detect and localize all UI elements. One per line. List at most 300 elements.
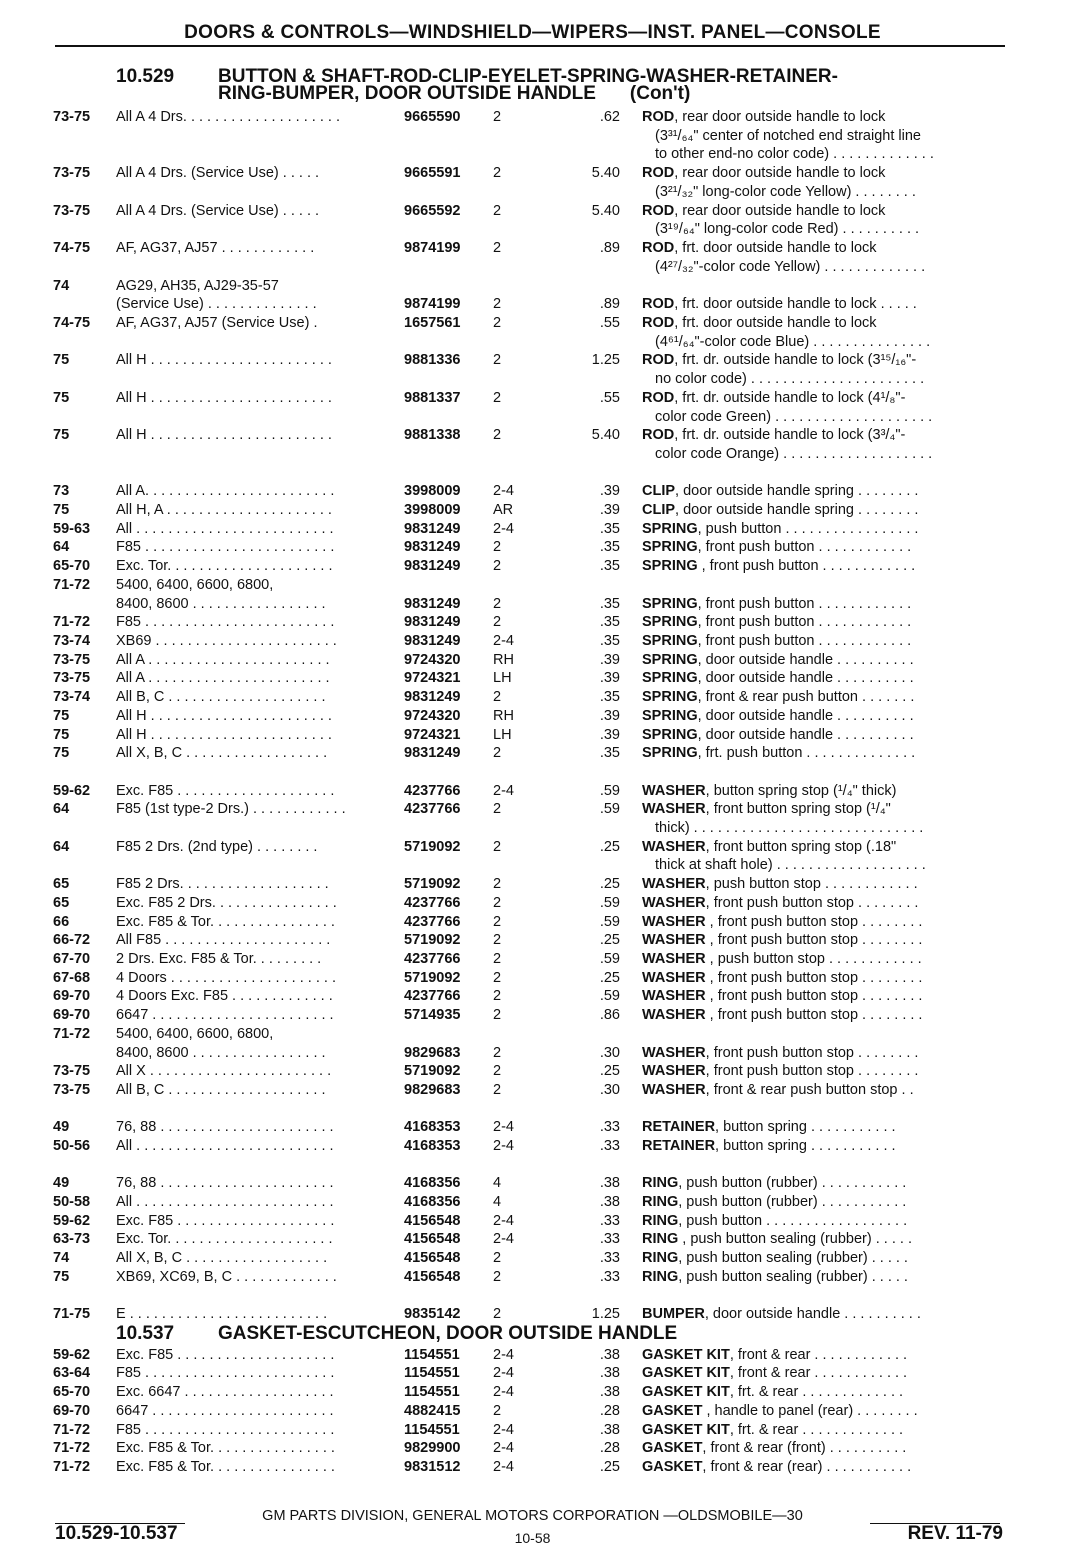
quantity: 2: [493, 932, 502, 949]
quantity: 2-4: [493, 1440, 514, 1457]
application: All A 4 Drs. (Service Use) . . . . .: [116, 165, 320, 182]
year-range: 64: [53, 838, 70, 855]
part-name: SPRING: [642, 707, 698, 724]
description: [642, 1383, 1004, 1401]
part-number: 9724320: [404, 707, 461, 724]
part-row-continuation: [0, 183, 1065, 201]
quantity: RH: [493, 651, 514, 668]
application: 4 Doors . . . . . . . . . . . . . . . . . . . . .: [116, 969, 336, 986]
description: [642, 1081, 1004, 1099]
year-range: 74: [53, 277, 70, 294]
year-range: 69-70: [53, 1007, 91, 1024]
price: .89: [599, 240, 620, 256]
description: [642, 314, 1004, 332]
description: [642, 164, 1004, 182]
description: [642, 613, 1004, 631]
application: 5400, 6400, 6600, 6800,: [116, 1025, 274, 1042]
quantity: 2: [493, 1082, 502, 1098]
section-title: GASKET-ESCUTCHEON, DOOR OUTSIDE HANDLE: [218, 1322, 678, 1344]
description: [642, 1174, 1004, 1192]
part-row-continuation: [0, 445, 1065, 463]
application: E . . . . . . . . . . . . . . . . . . . . . . . . .: [116, 1306, 328, 1322]
part-description: , push button sealing (rubber) . . . . .: [678, 1250, 908, 1266]
description: [642, 800, 1004, 818]
part-description: , front button spring stop (¹/₄": [705, 801, 891, 818]
quantity: 2: [493, 951, 502, 967]
part-row-continuation: [0, 819, 1065, 837]
quantity: 2-4: [493, 1119, 514, 1136]
part-name: ROD: [642, 389, 675, 406]
year-range: 75: [53, 726, 70, 743]
description: [642, 1230, 1004, 1248]
year-range: 75: [53, 427, 70, 444]
quantity: 2: [493, 427, 502, 444]
part-row: [0, 1062, 1065, 1080]
part-description: , rear door outside handle to lock: [674, 165, 886, 182]
quantity: 2: [493, 240, 502, 256]
part-name: GASKET KIT: [642, 1346, 730, 1363]
description: [642, 931, 1004, 949]
year-range: 65: [53, 894, 70, 911]
part-name: SPRING: [642, 689, 698, 706]
part-description: thick) . . . . . . . . . . . . . . . . . . . . . . . . . . . . .: [655, 819, 924, 836]
description: [642, 1402, 1004, 1420]
price: .35: [599, 520, 620, 537]
part-name: ROD: [642, 202, 675, 219]
part-name: RING: [642, 1250, 679, 1266]
application: 6647 . . . . . . . . . . . . . . . . . . . . . . .: [116, 1402, 334, 1419]
price: .35: [599, 632, 620, 649]
page-header: DOORS & CONTROLS—WINDSHIELD—WIPERS—INST. PANEL—CONSOLE: [184, 22, 881, 43]
part-number: 9831249: [404, 595, 461, 612]
year-range: 71-72: [53, 576, 91, 593]
part-row: [0, 351, 1065, 369]
price: .33: [599, 1137, 620, 1154]
section-heading: [116, 68, 838, 102]
part-name: SPRING: [642, 745, 698, 762]
part-row: [0, 1346, 1065, 1364]
year-range: 50-58: [53, 1193, 91, 1210]
price: .39: [599, 651, 620, 668]
part-name: SPRING: [642, 595, 698, 612]
price: 5.40: [591, 202, 620, 219]
quantity: 2: [493, 838, 502, 855]
description: [642, 707, 1004, 725]
year-range: 64: [53, 539, 70, 556]
part-row: [0, 1230, 1065, 1248]
application: F85 . . . . . . . . . . . . . . . . . . . . . . . .: [116, 539, 335, 556]
part-number: 4156548: [404, 1231, 461, 1248]
part-name: SPRING: [642, 539, 698, 556]
price: .38: [599, 1365, 620, 1382]
application: All A . . . . . . . . . . . . . . . . . . . . . . .: [116, 670, 330, 687]
year-range: 73-75: [53, 165, 91, 182]
application: Exc. 6647 . . . . . . . . . . . . . . . . . . .: [116, 1384, 334, 1401]
price: 5.40: [591, 427, 620, 444]
year-range: 66-72: [53, 932, 91, 949]
application: All F85 . . . . . . . . . . . . . . . . . . . . .: [116, 932, 331, 949]
part-description: , front & rear . . . . . . . . . . . .: [729, 1346, 908, 1363]
part-description: , push button stop . . . . . . . . . . . .: [705, 951, 922, 967]
price: .39: [599, 707, 620, 724]
quantity: 2-4: [493, 520, 514, 537]
quantity: 2: [493, 1044, 502, 1061]
price: .25: [599, 969, 620, 986]
part-description: , front & rear . . . . . . . . . . . .: [729, 1365, 908, 1382]
price: .59: [599, 801, 620, 818]
part-name: BUMPER: [642, 1306, 705, 1322]
price: .35: [599, 745, 620, 762]
application: AF, AG37, AJ57 (Service Use) .: [116, 314, 318, 331]
year-range: 71-72: [53, 1421, 91, 1438]
quantity: 2: [493, 894, 502, 911]
price: .30: [599, 1082, 620, 1098]
application: Exc. F85 & Tor. . . . . . . . . . . . . . . .: [116, 913, 335, 930]
part-row-continuation: [0, 277, 1065, 295]
section-number: 10.529: [116, 66, 175, 87]
part-number: 9881337: [404, 389, 461, 406]
part-number: 5714935: [404, 1007, 461, 1024]
part-description: , button spring . . . . . . . . . . .: [715, 1137, 896, 1154]
quantity: 2: [493, 1402, 502, 1419]
part-row: [0, 538, 1065, 556]
description: [642, 1193, 1004, 1211]
part-row: [0, 389, 1065, 407]
part-row: [0, 875, 1065, 893]
price: .55: [599, 314, 620, 331]
quantity: 2: [493, 1306, 502, 1322]
description: [642, 1364, 1004, 1382]
part-description: , front push button . . . . . . . . . . . .: [697, 539, 912, 556]
price: .33: [599, 1268, 620, 1285]
description: [642, 969, 1004, 987]
quantity: 2-4: [493, 1365, 514, 1382]
year-range: 73-75: [53, 670, 91, 687]
description: [642, 1268, 1004, 1286]
part-description: , front push button stop . . . . . . . .: [705, 932, 923, 949]
year-range: 67-70: [53, 951, 91, 967]
description: [642, 1421, 1004, 1439]
part-number: 9829683: [404, 1044, 461, 1061]
part-number: 9831249: [404, 745, 461, 762]
part-row: [0, 1439, 1065, 1457]
application: All X . . . . . . . . . . . . . . . . . . . . . . .: [116, 1063, 332, 1080]
part-description: (3¹⁹/₆₄" long-color code Red) . . . . . . . . . .: [655, 221, 920, 238]
quantity: 4: [493, 1175, 502, 1192]
quantity: 2: [493, 1268, 502, 1285]
price: 1.25: [591, 1306, 620, 1322]
part-name: SPRING: [642, 558, 698, 575]
part-description: , frt. dr. outside handle to lock (3¹⁵/₁₆"-: [674, 352, 917, 369]
description: [655, 145, 1017, 163]
part-name: WASHER: [642, 782, 706, 799]
part-name: ROD: [642, 109, 675, 125]
part-row: [0, 595, 1065, 613]
part-number: 1154551: [404, 1346, 460, 1363]
part-row-continuation: [0, 408, 1065, 426]
part-number: 4237766: [404, 913, 461, 930]
part-row: [0, 1174, 1065, 1192]
quantity: 2-4: [493, 782, 514, 799]
part-row: [0, 838, 1065, 856]
application: All H . . . . . . . . . . . . . . . . . . . . . . .: [116, 427, 332, 444]
price: .25: [599, 838, 620, 855]
part-description: , front & rear (rear) . . . . . . . . . . .: [702, 1459, 912, 1475]
application: (Service Use) . . . . . . . . . . . . . .: [116, 296, 317, 313]
application: All A . . . . . . . . . . . . . . . . . . . . . . .: [116, 651, 330, 668]
part-number: 9665592: [404, 202, 461, 219]
application: All A 4 Drs. . . . . . . . . . . . . . . . . . . .: [116, 109, 340, 125]
part-description: , door outside handle . . . . . . . . . .: [697, 707, 914, 724]
quantity: AR: [493, 501, 514, 518]
part-name: SPRING: [642, 632, 698, 649]
part-description: , front button spring stop (.18": [705, 838, 897, 855]
part-name: SPRING: [642, 614, 698, 631]
part-row-continuation: [0, 127, 1065, 145]
part-name: WASHER: [642, 913, 706, 930]
part-name: ROD: [642, 165, 675, 182]
part-name: ROD: [642, 240, 675, 256]
price: .59: [599, 951, 620, 967]
year-range: 75: [53, 707, 70, 724]
year-range: 65: [53, 876, 70, 893]
part-number: 3998009: [404, 483, 461, 500]
part-description: , front & rear push button stop . .: [705, 1082, 914, 1098]
part-number: 9831249: [404, 632, 461, 649]
quantity: LH: [493, 670, 512, 687]
description: [642, 632, 1004, 650]
year-range: 63-73: [53, 1231, 91, 1248]
part-description: , push button sealing (rubber) . . . . .: [678, 1231, 912, 1248]
part-name: RING: [642, 1231, 679, 1248]
part-description: , front push button . . . . . . . . . . . .: [697, 632, 912, 649]
part-description: , front push button stop . . . . . . . .: [705, 988, 923, 1005]
quantity: 2: [493, 558, 502, 575]
quantity: 2-4: [493, 1384, 514, 1401]
price: .25: [599, 932, 620, 949]
price: .62: [599, 109, 620, 125]
part-description: , front push button . . . . . . . . . . . .: [697, 614, 912, 631]
part-number: 9831249: [404, 539, 461, 556]
price: .59: [599, 782, 620, 799]
year-range: 49: [53, 1119, 70, 1136]
part-name: ROD: [642, 296, 675, 313]
description: [642, 894, 1004, 912]
quantity: 2: [493, 1063, 502, 1080]
part-name: RING: [642, 1212, 679, 1229]
quantity: 2: [493, 389, 502, 406]
quantity: 2: [493, 1250, 502, 1266]
price: .35: [599, 614, 620, 631]
price: .30: [599, 1044, 620, 1061]
application: XB69, XC69, B, C . . . . . . . . . . . . .: [116, 1268, 337, 1285]
part-row: [0, 501, 1065, 519]
year-range: 73-75: [53, 202, 91, 219]
part-row: [0, 669, 1065, 687]
year-range: 69-70: [53, 1402, 91, 1419]
price: .28: [599, 1402, 620, 1419]
part-description: , push button (rubber) . . . . . . . . . . .: [678, 1193, 907, 1210]
part-row: [0, 651, 1065, 669]
part-number: 4156548: [404, 1212, 461, 1229]
part-description: , push button (rubber) . . . . . . . . . . .: [678, 1175, 907, 1192]
year-range: 73-75: [53, 1082, 91, 1098]
description: [642, 389, 1004, 407]
year-range: 73: [53, 483, 70, 500]
part-name: WASHER: [642, 1082, 706, 1098]
application: 8400, 8600 . . . . . . . . . . . . . . . . .: [116, 1044, 326, 1061]
description: [655, 408, 1017, 426]
quantity: 2: [493, 614, 502, 631]
quantity: RH: [493, 707, 514, 724]
part-number: 5719092: [404, 838, 461, 855]
part-number: 9874199: [404, 296, 461, 313]
footer-section-range: 10.529-10.537: [55, 1523, 178, 1544]
part-number: 3998009: [404, 501, 461, 518]
description: [642, 1118, 1004, 1136]
part-row-continuation: [0, 220, 1065, 238]
part-description: , door outside handle spring . . . . . . . .: [675, 483, 919, 500]
description: [642, 501, 1004, 519]
application: All . . . . . . . . . . . . . . . . . . . . . . . . .: [116, 1137, 334, 1154]
application: F85 . . . . . . . . . . . . . . . . . . . . . . . .: [116, 1365, 335, 1382]
part-row: [0, 1118, 1065, 1136]
part-name: SPRING: [642, 651, 698, 668]
quantity: 2: [493, 165, 502, 182]
part-name: RETAINER: [642, 1119, 716, 1136]
description: [642, 557, 1004, 575]
quantity: 2-4: [493, 1137, 514, 1154]
application: All H . . . . . . . . . . . . . . . . . . . . . . .: [116, 352, 332, 369]
part-row-continuation: [0, 856, 1065, 874]
part-row: [0, 1364, 1065, 1382]
price: .39: [599, 726, 620, 743]
part-number: 9665590: [404, 109, 461, 125]
part-description: , frt. & rear . . . . . . . . . . . . .: [729, 1384, 904, 1401]
part-description: , frt. door outside handle to lock: [674, 314, 877, 331]
part-name: WASHER: [642, 801, 706, 818]
year-range: 71-72: [53, 1025, 91, 1042]
part-row: [0, 520, 1065, 538]
year-range: 67-68: [53, 969, 91, 986]
year-range: 75: [53, 745, 70, 762]
price: .25: [599, 1459, 620, 1475]
application: All B, C . . . . . . . . . . . . . . . . . . . .: [116, 689, 326, 706]
year-range: 73-75: [53, 1063, 91, 1080]
part-name: SPRING: [642, 670, 698, 687]
application: F85 (1st type-2 Drs.) . . . . . . . . . . . .: [116, 801, 346, 818]
part-name: WASHER: [642, 1063, 706, 1080]
part-row: [0, 744, 1065, 762]
part-number: 9724321: [404, 670, 461, 687]
description: [642, 987, 1004, 1005]
part-description: , door outside handle . . . . . . . . . .: [704, 1306, 921, 1322]
part-name: RING: [642, 1193, 679, 1210]
application: 8400, 8600 . . . . . . . . . . . . . . . . .: [116, 595, 326, 612]
price: .35: [599, 539, 620, 556]
quantity: 2: [493, 745, 502, 762]
quantity: 4: [493, 1193, 502, 1210]
part-description: , push button . . . . . . . . . . . . . . . . .: [697, 520, 919, 537]
part-number: 9835142: [404, 1306, 461, 1322]
description: [642, 1249, 1004, 1267]
part-description: , door outside handle . . . . . . . . . .: [697, 651, 914, 668]
part-row: [0, 707, 1065, 725]
price: .38: [599, 1193, 620, 1210]
description: [642, 651, 1004, 669]
application: 4 Doors Exc. F85 . . . . . . . . . . . . .: [116, 988, 333, 1005]
application: All H . . . . . . . . . . . . . . . . . . . . . . .: [116, 707, 332, 724]
quantity: 2-4: [493, 1212, 514, 1229]
part-row-continuation: [0, 258, 1065, 276]
application: All . . . . . . . . . . . . . . . . . . . . . . . . .: [116, 520, 334, 537]
part-number: 4168356: [404, 1175, 461, 1192]
part-row: [0, 1044, 1065, 1062]
price: .59: [599, 913, 620, 930]
year-range: 71-72: [53, 614, 91, 631]
part-name: WASHER: [642, 988, 706, 1005]
part-row-continuation: [0, 145, 1065, 163]
part-name: CLIP: [642, 483, 676, 500]
quantity: 2-4: [493, 1421, 514, 1438]
part-description: , push button . . . . . . . . . . . . . . . . . .: [678, 1212, 908, 1229]
part-description: , frt. dr. outside handle to lock (3³/₄"-: [674, 427, 906, 444]
application: Exc. F85 . . . . . . . . . . . . . . . . . . . .: [116, 782, 335, 799]
part-number: 4237766: [404, 894, 461, 911]
year-range: 59-63: [53, 520, 91, 537]
part-name: GASKET: [642, 1440, 703, 1457]
application: 76, 88 . . . . . . . . . . . . . . . . . . . . . .: [116, 1175, 334, 1192]
year-range: 73-74: [53, 632, 91, 649]
section-number: 10.537: [116, 1322, 175, 1344]
part-number: 1154551: [404, 1421, 460, 1438]
part-description: , front & rear push button . . . . . . .: [697, 689, 915, 706]
description: [655, 183, 1017, 201]
part-description: , frt. dr. outside handle to lock (4¹/₈"-: [674, 389, 906, 406]
quantity: 2: [493, 689, 502, 706]
part-row: [0, 894, 1065, 912]
description: [655, 370, 1017, 388]
part-name: WASHER: [642, 951, 706, 967]
description: [642, 1137, 1004, 1155]
part-description: (3³¹/₆₄" center of notched end straight line: [655, 127, 921, 144]
description: [642, 913, 1004, 931]
part-number: 1154551: [404, 1365, 460, 1382]
year-range: 71-72: [53, 1459, 91, 1475]
part-row: [0, 782, 1065, 800]
application: All H, A . . . . . . . . . . . . . . . . . . . . .: [116, 501, 332, 518]
year-range: 73-75: [53, 651, 91, 668]
part-description: , handle to panel (rear) . . . . . . . .: [702, 1402, 918, 1419]
description: [655, 445, 1017, 463]
price: .38: [599, 1175, 620, 1192]
quantity: 2: [493, 801, 502, 818]
part-number: 9831249: [404, 520, 461, 537]
description: [655, 819, 1017, 837]
part-description: , door outside handle . . . . . . . . . .: [697, 670, 914, 687]
part-row: [0, 164, 1065, 182]
part-name: WASHER: [642, 1007, 706, 1024]
part-description: , frt. & rear . . . . . . . . . . . . .: [729, 1421, 904, 1438]
description: [655, 333, 1017, 351]
footer-page-number: 10-58: [514, 1530, 551, 1546]
part-row: [0, 987, 1065, 1005]
description: [655, 856, 1017, 874]
price: .33: [599, 1212, 620, 1229]
part-number: 9881336: [404, 352, 461, 369]
description: [642, 538, 1004, 556]
part-name: WASHER: [642, 932, 706, 949]
